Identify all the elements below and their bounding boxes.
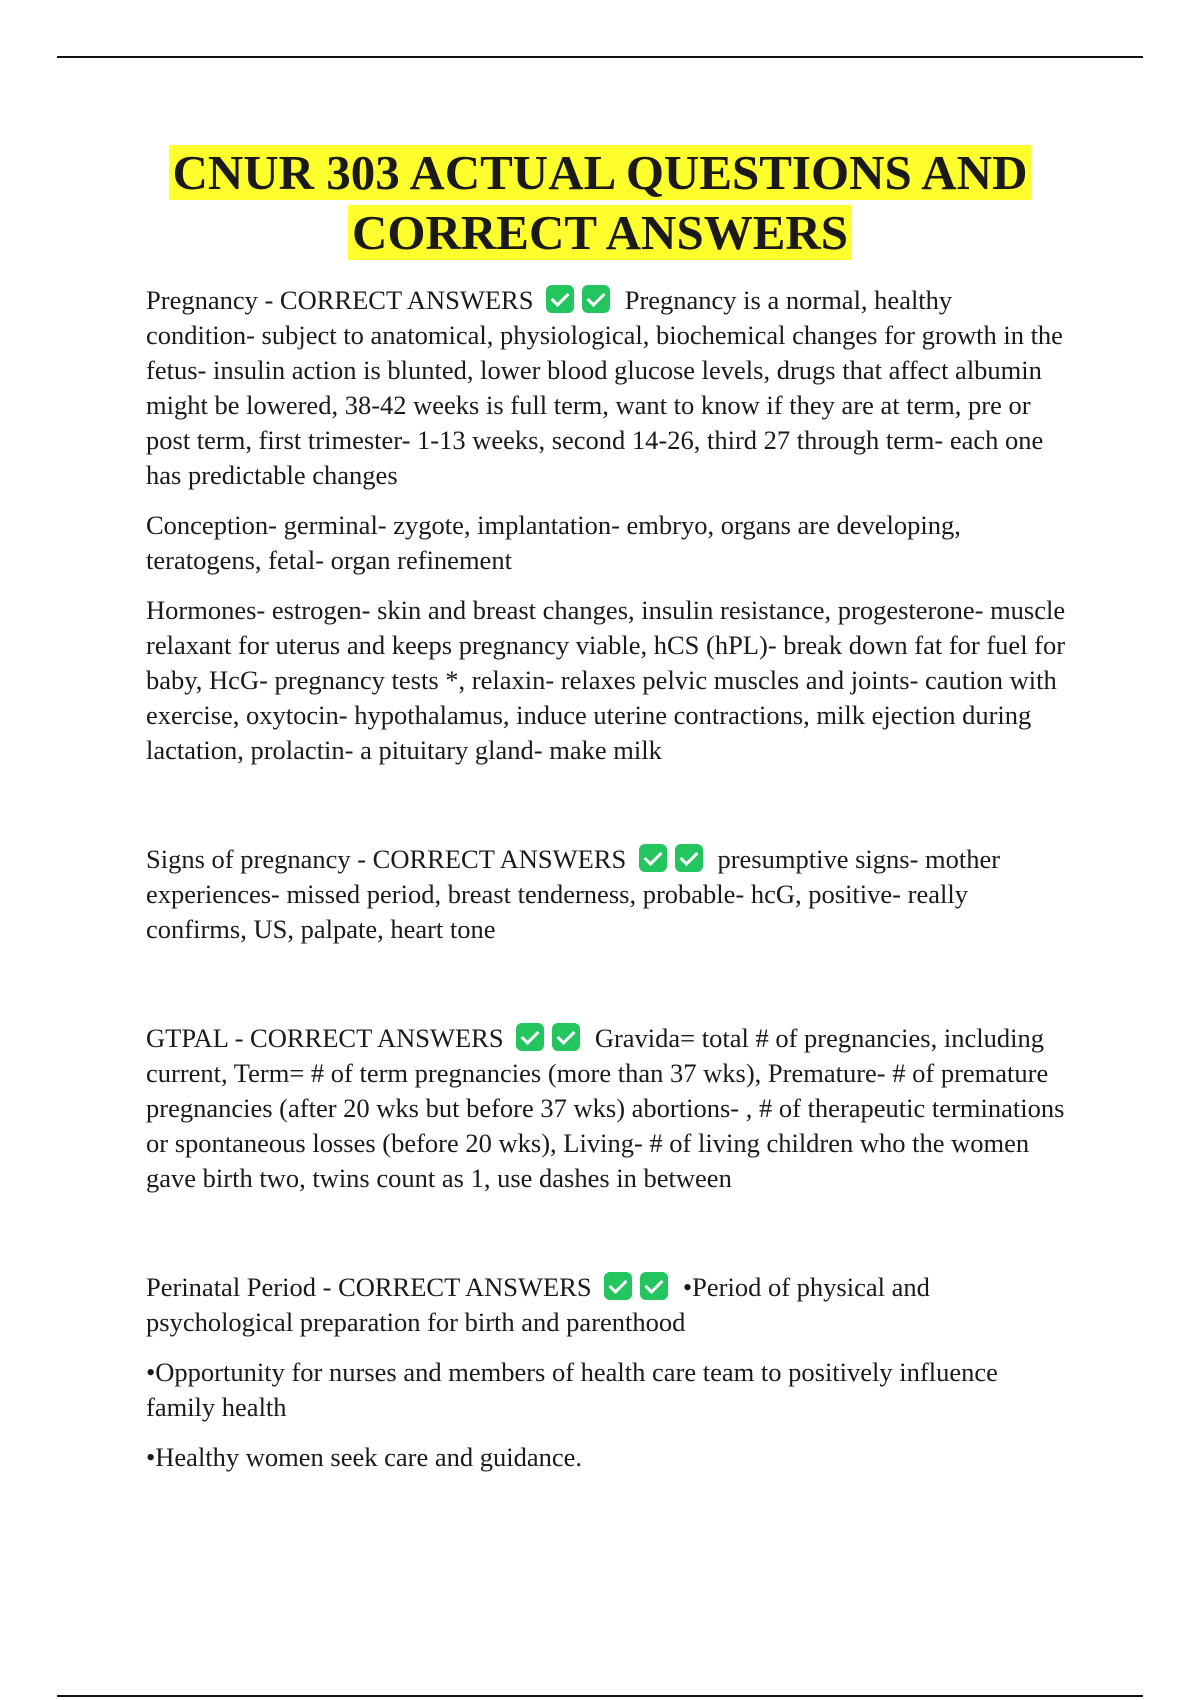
question-label: Perinatal Period - CORRECT ANSWERS — [146, 1272, 592, 1302]
qa-entry — [146, 283, 1066, 493]
answer-paragraph: Hormones- estrogen- skin and breast changes, insulin resistance, progesterone- muscle relaxant for uterus and keeps pregnancy viable, hCS (hPL)- break down fat for fuel for baby, HcG- pregnancy tests *, relaxin- relaxes pelvic muscles and joints- caution with exercise, oxytocin- hypothalamus, induce uterine contractions, milk ejection during lactation, prolactin- a pituitary gland- make milk — [146, 595, 1066, 765]
qa-entry — [146, 1270, 1066, 1340]
check-icon — [582, 285, 610, 313]
answer-text: presumptive signs- mother experiences- missed period, breast tenderness, probable- hcG, positive- really confirms, US, palpate, heart tone — [146, 844, 1001, 944]
qa-entry — [146, 1021, 1066, 1196]
check-icon — [639, 844, 667, 872]
check-icon — [516, 1023, 544, 1051]
answer-text: •Period of physical and psychological preparation for birth and parenthood — [146, 1272, 930, 1337]
check-icon — [675, 844, 703, 872]
answer-text: Gravida= total # of pregnancies, including current, Term= # of term pregnancies (more than 37 wks), Premature- # of premature pregnancies (after 20 wks but before 37 wks) abortions- , # of therapeutic terminations or spontaneous losses (before 20 wks), Living- # of living children who the women gave birth two, twins count as 1, use dashes in between — [146, 1023, 1065, 1193]
top-rule — [57, 56, 1143, 58]
title-line-1: CNUR 303 ACTUAL QUESTIONS AND — [169, 145, 1032, 200]
answer-paragraph: Conception- germinal- zygote, implantation- embryo, organs are developing, teratogens, fetal- organ refinement — [146, 510, 961, 575]
check-icon — [552, 1023, 580, 1051]
page-title — [0, 143, 1200, 263]
document-body — [146, 283, 1066, 1490]
question-label: Signs of pregnancy - CORRECT ANSWERS — [146, 844, 627, 874]
qa-entry — [146, 842, 1066, 947]
bottom-rule — [57, 1695, 1143, 1697]
check-icon — [546, 285, 574, 313]
answer-paragraph: •Opportunity for nurses and members of health care team to positively influence family health — [146, 1357, 998, 1422]
check-icon — [640, 1272, 668, 1300]
answer-paragraph: •Healthy women seek care and guidance. — [146, 1442, 583, 1472]
title-line-2: CORRECT ANSWERS — [348, 205, 852, 260]
answer-text: Pregnancy is a normal, healthy condition- subject to anatomical, physiological, biochemical changes for growth in the fetus- insulin action is blunted, lower blood glucose levels, drugs that affect albumin might be lowered, 38-42 weeks is full term, want to know if they are at term, pre or post term, first trimester- 1-13 weeks, second 14-26, third 27 through term- each one has predictable changes — [146, 285, 1063, 490]
check-icon — [604, 1272, 632, 1300]
question-label: Pregnancy - CORRECT ANSWERS — [146, 285, 534, 315]
question-label: GTPAL - CORRECT ANSWERS — [146, 1023, 504, 1053]
